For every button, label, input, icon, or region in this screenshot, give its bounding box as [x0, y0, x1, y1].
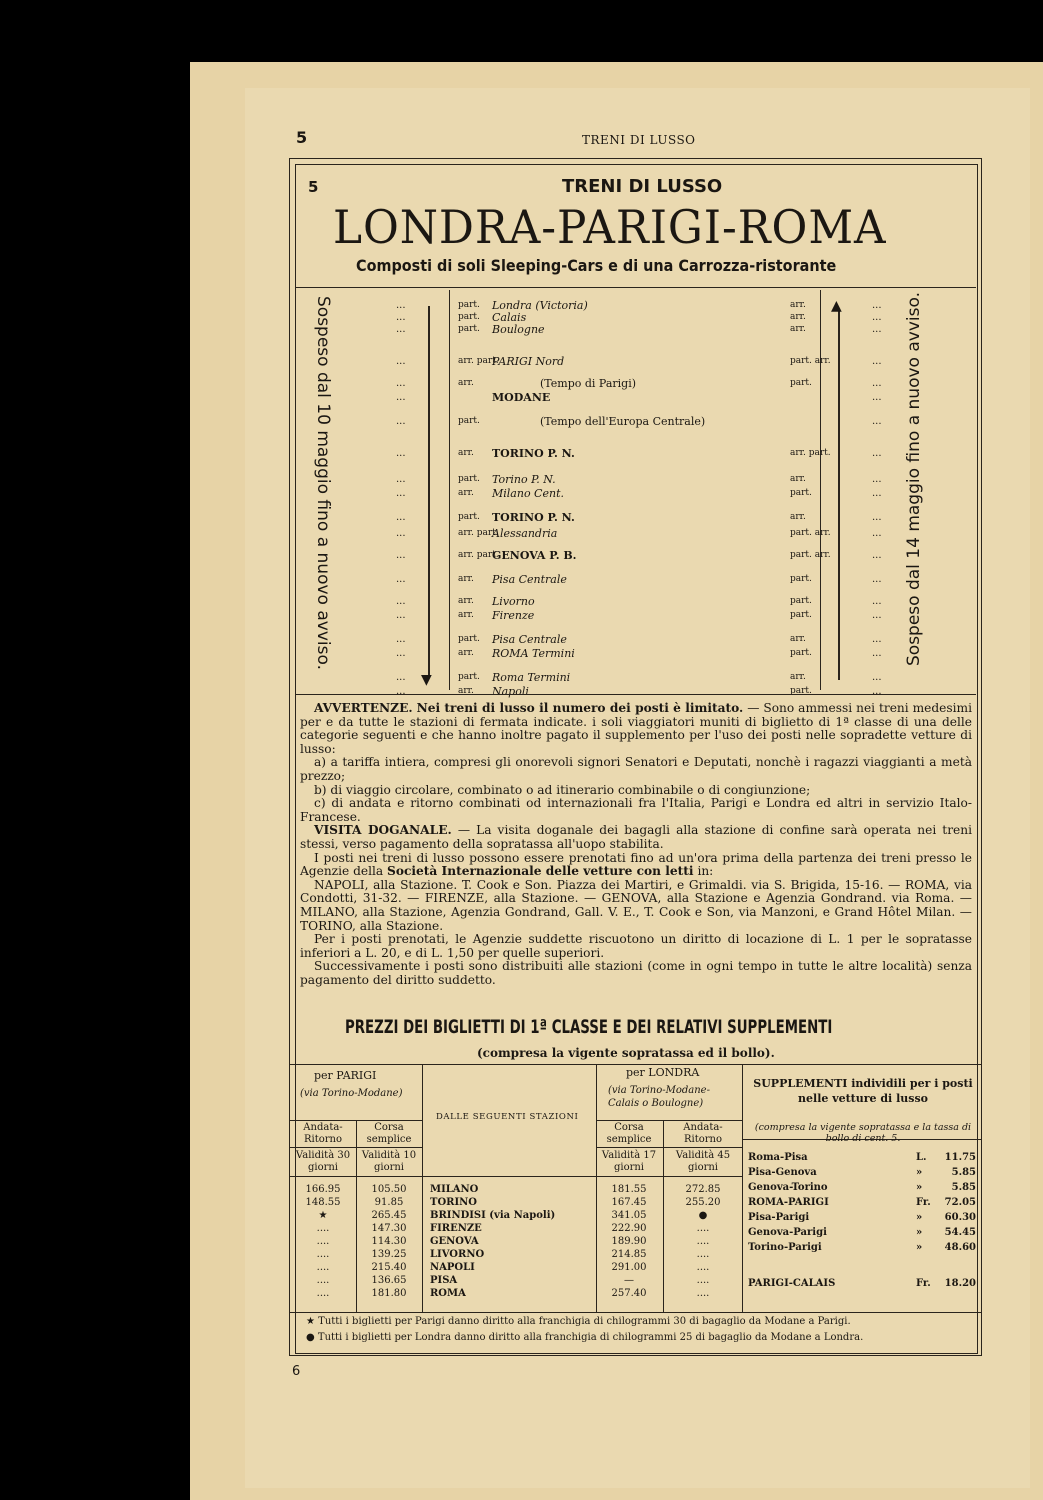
visita-text: — La visita doganale dei bagagli alla stazione di confine sarà operata nei treni stessi, verso pagamento della sopratassa all'uopo stabilita.	[300, 823, 972, 851]
price-cell-l-ar: ....	[696, 1288, 710, 1299]
timetable-divider	[295, 694, 976, 695]
tt-left-label: arr. part.	[458, 528, 499, 538]
price-cell-p-ar: 166.95	[305, 1184, 341, 1195]
tt-left-label: arr.	[458, 648, 474, 658]
supp-route: Genova-Parigi	[748, 1227, 827, 1238]
avvertenze-text: — Sono ammessi nei treni medesimi per e da tutte le stazioni di fermata indicate. i soli viaggiatori muniti di biglietto di 1ª classe di una delle categorie seguenti e che hanno inoltre pagato il supplemento per l'uso dei posti nelle sopradette vetture di lusso:	[300, 701, 973, 756]
tt-right-label: part.	[790, 596, 812, 606]
down-arrow-head: ▼	[421, 672, 432, 688]
tt-station: Milano Cent.	[492, 487, 564, 500]
tt-right-label: part. arr.	[790, 356, 831, 366]
price-cell-p-cs: 114.30	[371, 1236, 407, 1247]
price-cell-l-cs: 167.45	[611, 1197, 647, 1208]
tt-right-label: arr.	[790, 324, 806, 334]
in-text: in:	[697, 864, 714, 879]
supp-value: 11.75	[944, 1152, 976, 1163]
price-cell-p-ar: ....	[316, 1249, 330, 1260]
parigi-col-cs: Corsa semplice	[366, 1122, 412, 1145]
price-cell-p-cs: 91.85	[374, 1197, 404, 1208]
price-cell-l-cs: 341.05	[611, 1210, 647, 1221]
footer-page-number: 6	[292, 1364, 301, 1379]
supp-route: Genova-Torino	[748, 1182, 828, 1193]
tt-dots-left: ...	[396, 596, 406, 607]
supp-unit: »	[916, 1227, 923, 1238]
tt-left-label: arr.	[458, 610, 474, 620]
price-cell-p-ar: 148.55	[305, 1197, 341, 1208]
pt-h4	[596, 1147, 742, 1148]
tt-dots-right: ...	[872, 634, 882, 645]
tt-left-label: part.	[458, 672, 480, 682]
left-suspension-note: Sospeso dal 10 maggio fino a nuovo avviso.	[313, 296, 333, 670]
tt-dots-left: ...	[396, 474, 406, 485]
tt-dots-left: ...	[396, 448, 406, 459]
price-cell-p-ar: ....	[316, 1262, 330, 1273]
pt-v2	[596, 1064, 597, 1312]
pt-v3	[742, 1064, 743, 1312]
pt-v4	[356, 1120, 357, 1312]
price-cell-l-cs: 257.40	[611, 1288, 647, 1299]
supp-unit: L.	[916, 1152, 927, 1163]
tt-dots-right: ...	[872, 488, 882, 499]
tt-col-left	[449, 290, 450, 690]
tt-station: Torino P. N.	[492, 473, 556, 486]
price-cell-l-ar: ....	[696, 1249, 710, 1260]
pt-h3	[290, 1147, 422, 1148]
price-cell-p-cs: 136.65	[371, 1275, 407, 1286]
londra-head: per LONDRA	[626, 1066, 700, 1079]
tt-dots-right: ...	[872, 596, 882, 607]
price-cell-l-ar: ●	[698, 1210, 708, 1221]
tt-dots-right: ...	[872, 312, 882, 323]
price-cell-station: TORINO	[430, 1197, 477, 1208]
tt-dots-left: ...	[396, 550, 406, 561]
price-cell-station: FIRENZE	[430, 1223, 482, 1234]
pt-v1	[422, 1064, 423, 1312]
right-suspension-note: Sospeso dal 14 maggio fino a nuovo avviso.	[904, 292, 924, 666]
supp-route: Pisa-Genova	[748, 1167, 817, 1178]
down-arrow	[428, 306, 430, 676]
tt-right-label: part. arr.	[790, 528, 831, 538]
tt-left-label: part.	[458, 300, 480, 310]
up-arrow	[838, 310, 840, 680]
section-number: 5	[308, 178, 319, 196]
tt-dots-left: ...	[396, 416, 406, 427]
tt-dots-left: ...	[396, 488, 406, 499]
tt-dots-right: ...	[872, 512, 882, 523]
tt-station: TORINO P. N.	[492, 511, 575, 524]
tt-right-label: arr.	[790, 512, 806, 522]
tt-right-label: part.	[790, 488, 812, 498]
section-heading: TRENI DI LUSSO	[562, 176, 723, 197]
price-cell-l-ar: ....	[696, 1262, 710, 1273]
tt-dots-right: ...	[872, 474, 882, 485]
tt-station: Pisa Centrale	[492, 633, 567, 646]
tt-station: TORINO P. N.	[492, 447, 575, 460]
supp-route: ROMA-PARIGI	[748, 1197, 829, 1208]
londra-val-45: Validità 45 giorni	[675, 1150, 731, 1173]
tt-dots-left: ...	[396, 528, 406, 539]
price-cell-l-ar: ....	[696, 1236, 710, 1247]
prenotati-text: I posti nei treni di lusso possono essere prenotati fino ad un'ora prima della partenza dei treni presso le Agenzie della	[300, 850, 972, 879]
londra-val-17: Validità 17 giorni	[601, 1150, 657, 1173]
tt-station: Napoli	[492, 685, 529, 698]
price-cell-station: NAPOLI	[430, 1262, 475, 1273]
supp-value: 5.85	[951, 1182, 976, 1193]
foot-star: ★ Tutti i biglietti per Parigi danno diritto alla franchigia di chilogrammi 30 di bagaglio da Modane a Parigi.	[306, 1316, 851, 1327]
price-cell-station: GENOVA	[430, 1236, 479, 1247]
tt-dots-right: ...	[872, 528, 882, 539]
supp-unit: »	[916, 1182, 923, 1193]
price-cell-l-cs: 181.55	[611, 1184, 647, 1195]
price-cell-p-cs: 139.25	[371, 1249, 407, 1260]
tt-dots-right: ...	[872, 686, 882, 697]
tt-station: Livorno	[492, 595, 535, 608]
tt-dots-left: ...	[396, 312, 406, 323]
tt-station: ROMA Termini	[492, 647, 575, 660]
tt-right-label: arr.	[790, 312, 806, 322]
parigi-head: per PARIGI	[314, 1069, 377, 1082]
foot-dot: ● Tutti i biglietti per Londra danno diritto alla franchigia di chilogrammi 25 di bagaglio da Modane a Londra.	[306, 1332, 864, 1343]
title-divider	[295, 287, 976, 288]
tt-left-label: arr.	[458, 488, 474, 498]
londra-via: (via Torino-Modane-Calais o Boulogne)	[608, 1085, 710, 1109]
price-cell-l-ar: ....	[696, 1223, 710, 1234]
supplements-note: (compresa la vigente sopratassa e la tassa di bollo di cent. 5.	[754, 1122, 972, 1144]
tt-right-label: arr.	[790, 300, 806, 310]
tt-left-label: part.	[458, 474, 480, 484]
tt-right-label: arr.	[790, 672, 806, 682]
tt-right-label: part. arr.	[790, 550, 831, 560]
item-c: c) di andata e ritorno combinati od internazionali fra l'Italia, Parigi e Londra ed altri in servizio Italo-Francese.	[300, 796, 972, 824]
supp-unit: Fr.	[916, 1278, 931, 1289]
parigi-via: (via Torino-Modane)	[300, 1088, 403, 1099]
tt-station: Firenze	[492, 609, 535, 622]
tt-dots-right: ...	[872, 300, 882, 311]
pt-h5	[290, 1176, 742, 1177]
notes	[300, 702, 972, 987]
tt-right-label: arr. part.	[790, 448, 831, 458]
tt-station: Londra (Victoria)	[492, 299, 588, 312]
agenzie: NAPOLI, alla Stazione. T. Cook e Son. Piazza dei Martiri, e Grimaldi. via S. Brigida, 15-16. — ROMA, via Condotti, 31-32. — FIRENZE, alla Stazione. — GENOVA, alla Stazione e Agenzia Gondrand. via Roma. — MILANO, alla Stazione, Agenzia Gondrand, Gall. V. E., T. Cook e Son, via Manzoni, e Grand Hôtel Milan. — TORINO, alla Stazione.	[300, 877, 972, 933]
tt-left-label: arr. part.	[458, 356, 499, 366]
tt-left-label: part.	[458, 324, 480, 334]
tt-dots-left: ...	[396, 324, 406, 335]
price-cell-p-ar: ....	[316, 1288, 330, 1299]
supp-value: 18.20	[944, 1278, 976, 1289]
tt-right-label: part.	[790, 648, 812, 658]
tt-station: Pisa Centrale	[492, 573, 567, 586]
price-cell-station: PISA	[430, 1275, 458, 1286]
diritto: Per i posti prenotati, le Agenzie suddette riscuotono un diritto di locazione di L. 1 per le sopratasse inferiori a L. 20, e di L. 1,50 per quelle superiori.	[300, 932, 972, 960]
tt-left-label: arr. part.	[458, 550, 499, 560]
route-subtitle: Composti di soli Sleeping-Cars e di una Carrozza-ristorante	[356, 256, 837, 275]
tt-dots-right: ...	[872, 392, 882, 403]
price-cell-p-cs: 265.45	[371, 1210, 407, 1221]
supp-unit: Fr.	[916, 1197, 931, 1208]
tt-dots-right: ...	[872, 356, 882, 367]
tt-station: (Tempo di Parigi)	[540, 377, 637, 390]
tt-dots-right: ...	[872, 574, 882, 585]
tt-left-label: arr.	[458, 596, 474, 606]
supp-value: 5.85	[951, 1167, 976, 1178]
supp-route: PARIGI-CALAIS	[748, 1278, 836, 1289]
price-cell-l-ar: 255.20	[685, 1197, 721, 1208]
price-cell-p-cs: 181.80	[371, 1288, 407, 1299]
price-cell-l-cs: 291.00	[611, 1262, 647, 1273]
tt-right-label: part.	[790, 378, 812, 388]
tt-dots-left: ...	[396, 686, 406, 697]
tt-dots-left: ...	[396, 300, 406, 311]
parigi-val-10: Validità 10 giorni	[361, 1150, 417, 1173]
tt-dots-left: ...	[396, 356, 406, 367]
londra-col-ar: Andata-Ritorno	[683, 1122, 723, 1145]
prices-subtitle: (compresa la vigente sopratassa ed il bollo).	[477, 1046, 775, 1060]
up-arrow-head: ▲	[831, 298, 842, 314]
tt-dots-left: ...	[396, 392, 406, 403]
price-cell-l-cs: 214.85	[611, 1249, 647, 1260]
tt-dots-right: ...	[872, 648, 882, 659]
tt-right-label: part.	[790, 610, 812, 620]
tt-dots-right: ...	[872, 610, 882, 621]
tt-dots-right: ...	[872, 550, 882, 561]
supplements-head: SUPPLEMENTI individili per i posti nelle vetture di lusso	[753, 1077, 973, 1105]
price-cell-p-cs: 215.40	[371, 1262, 407, 1273]
tt-left-label: arr.	[458, 378, 474, 388]
pt-top	[290, 1064, 982, 1065]
tt-dots-left: ...	[396, 672, 406, 683]
supp-unit: »	[916, 1212, 923, 1223]
price-cell-l-cs: 222.90	[611, 1223, 647, 1234]
tt-station: Alessandria	[492, 527, 558, 540]
tt-left-label: part.	[458, 634, 480, 644]
price-cell-p-cs: 147.30	[371, 1223, 407, 1234]
supp-unit: »	[916, 1167, 923, 1178]
supp-value: 48.60	[944, 1242, 976, 1253]
item-b: b) di viaggio circolare, combinato o ad itinerario combinabile o di congiunzione;	[314, 782, 811, 797]
route-title: LONDRA-PARIGI-ROMA	[333, 200, 887, 254]
running-title: TRENI DI LUSSO	[582, 133, 696, 147]
tt-dots-right: ...	[872, 448, 882, 459]
parigi-col-ar: Andata-Ritorno	[303, 1122, 343, 1145]
supp-value: 72.05	[944, 1197, 976, 1208]
tt-station: Roma Termini	[492, 671, 571, 684]
tt-dots-right: ...	[872, 378, 882, 389]
price-cell-station: MILANO	[430, 1184, 479, 1195]
tt-dots-left: ...	[396, 648, 406, 659]
tt-dots-left: ...	[396, 634, 406, 645]
price-cell-p-ar: ★	[318, 1210, 328, 1221]
tt-station: Boulogne	[492, 323, 545, 336]
price-cell-station: LIVORNO	[430, 1249, 485, 1260]
tt-right-label: arr.	[790, 634, 806, 644]
tt-dots-left: ...	[396, 378, 406, 389]
supp-route: Roma-Pisa	[748, 1152, 808, 1163]
supp-route: Pisa-Parigi	[748, 1212, 810, 1223]
price-cell-p-cs: 105.50	[371, 1184, 407, 1195]
tt-station: GENOVA P. B.	[492, 549, 577, 562]
prices-title: PREZZI DEI BIGLIETTI DI 1ª CLASSE E DEI RELATIVI SUPPLEMENTI	[345, 1016, 833, 1038]
tt-col-right	[820, 290, 821, 690]
pt-v5	[663, 1120, 664, 1312]
price-cell-station: ROMA	[430, 1288, 466, 1299]
item-a: a) a tariffa intiera, compresi gli onorevoli signori Senatori e Deputati, nonchè i ragazzi viaggianti a metà prezzo;	[300, 755, 972, 783]
parigi-val-30: Validità 30 giorni	[295, 1150, 351, 1173]
price-cell-l-ar: ....	[696, 1275, 710, 1286]
tt-dots-right: ...	[872, 324, 882, 335]
supp-value: 60.30	[944, 1212, 976, 1223]
tt-station: Calais	[492, 311, 527, 324]
pt-bottom	[290, 1312, 982, 1313]
tt-station: (Tempo dell'Europa Centrale)	[540, 415, 706, 428]
tt-left-label: part.	[458, 512, 480, 522]
tt-dots-left: ...	[396, 610, 406, 621]
visita-title: VISITA DOGANALE.	[314, 823, 452, 838]
price-cell-p-ar: ....	[316, 1223, 330, 1234]
pt-h1	[290, 1120, 422, 1121]
societa-name: Società Internazionale delle vetture con letti	[387, 864, 694, 879]
price-cell-l-cs: —	[624, 1275, 634, 1286]
tt-right-label: arr.	[790, 474, 806, 484]
tt-dots-left: ...	[396, 512, 406, 523]
page-number: 5	[296, 128, 308, 147]
supp-route: Torino-Parigi	[748, 1242, 822, 1253]
londra-col-cs: Corsa semplice	[606, 1122, 652, 1145]
tt-left-label: arr.	[458, 686, 474, 696]
price-cell-l-cs: 189.90	[611, 1236, 647, 1247]
price-cell-p-ar: ....	[316, 1275, 330, 1286]
tt-station: PARIGI Nord	[492, 355, 565, 368]
tt-station: MODANE	[492, 391, 551, 404]
avvertenze-bold: Nei treni di lusso il numero dei posti è limitato.	[416, 701, 744, 715]
tt-right-label: part.	[790, 686, 812, 696]
pt-h2	[596, 1120, 742, 1121]
successivamente: Successivamente i posti sono distribuiti alle stazioni (come in ogni tempo in tutte le altre località) senza pagamento del diritto suddetto.	[300, 959, 972, 987]
tt-left-label: part.	[458, 312, 480, 322]
tt-dots-right: ...	[872, 672, 882, 683]
price-cell-p-ar: ....	[316, 1236, 330, 1247]
tt-left-label: arr.	[458, 574, 474, 584]
tt-dots-right: ...	[872, 416, 882, 427]
supp-unit: »	[916, 1242, 923, 1253]
avvertenze-title: AVVERTENZE.	[314, 701, 413, 715]
tt-dots-left: ...	[396, 574, 406, 585]
tt-left-label: arr.	[458, 448, 474, 458]
tt-left-label: part.	[458, 416, 480, 426]
price-table	[290, 1064, 982, 1354]
price-cell-station: BRINDISI (via Napoli)	[430, 1210, 556, 1221]
price-cell-l-ar: 272.85	[685, 1184, 721, 1195]
stations-head: DALLE SEGUENTI STAZIONI	[436, 1112, 579, 1122]
tt-right-label: part.	[790, 574, 812, 584]
supp-value: 54.45	[944, 1227, 976, 1238]
